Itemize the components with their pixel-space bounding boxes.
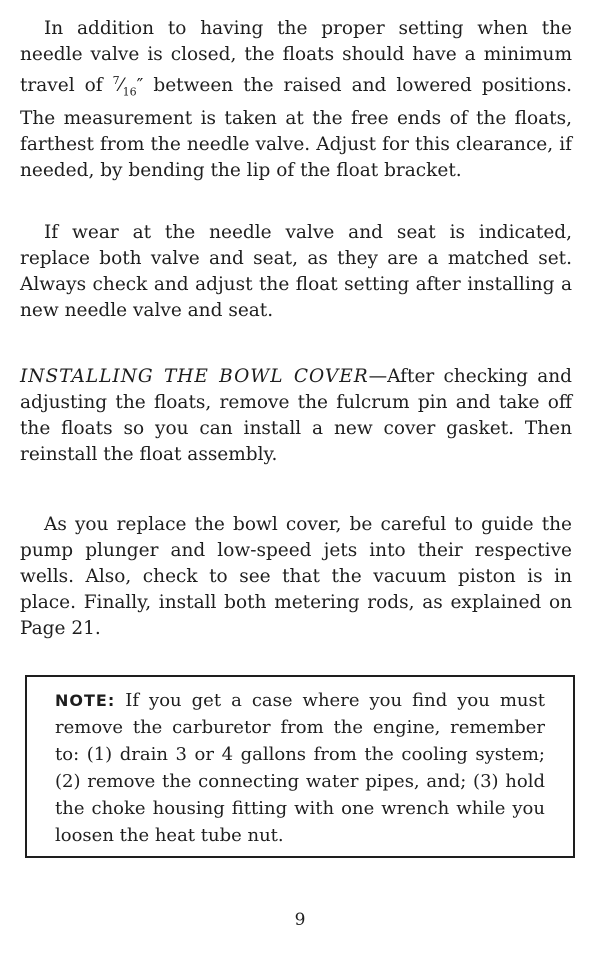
fraction-seven-sixteenths: $^7⁄_{16}''$ [112,74,144,99]
fraction-denominator: 16 [122,85,137,99]
paragraph-replace-bowl-cover: As you replace the bowl cover, be careful to guide the pump plunger and low-speed jets into their respective wells. Also, check to see that the vacuum piston is in place. Finally, install both metering rods, as explained on Page 21. [20,514,572,639]
fraction-unit: ″ [136,75,144,96]
section-heading-installing-bowl-cover: INSTALLING THE BOWL COVER [20,366,369,387]
heading-dash: — [368,366,388,387]
page-number: 9 [294,910,306,930]
fraction-numerator: 7 [112,74,120,87]
paragraph-float-travel [20,16,572,184]
note-paragraph [55,687,545,849]
paragraph-float-travel-text-end: between the raised and lowered positions. The measurement is taken at the free ends of the floats, farthest from the needle valve. Adjust for this clearance, if needed, by bending the lip of the float bracket. [20,75,572,181]
paragraph-installing-bowl-cover-body: After checking and adjusting the floats, remove the fulcrum pin and take off the floats so you can install a new cover gasket. Then reinstall the float assembly. [20,366,572,465]
paragraph-needle-valve-wear: If wear at the needle valve and seat is indicated, replace both valve and seat, as they are a matched set. Always check and adjust the float setting after installing a new needle valve and seat. [20,222,572,321]
note-label: NOTE: [55,691,116,710]
paragraph-float-travel-text-start: In addition to having the proper setting when the needle valve is closed, the floats should have a minimum travel of [20,18,572,96]
note-box [25,675,575,858]
note-text: If you get a case where you find you must remove the carburetor from the engine, remember to: (1) drain 3 or 4 gallons from the cooling system; (2) remove the connecting water pipes, and; (3) hold the choke housing fitting with one wrench while you loosen the heat tube nut. [55,690,545,846]
paragraph-installing-bowl-cover [20,364,572,468]
